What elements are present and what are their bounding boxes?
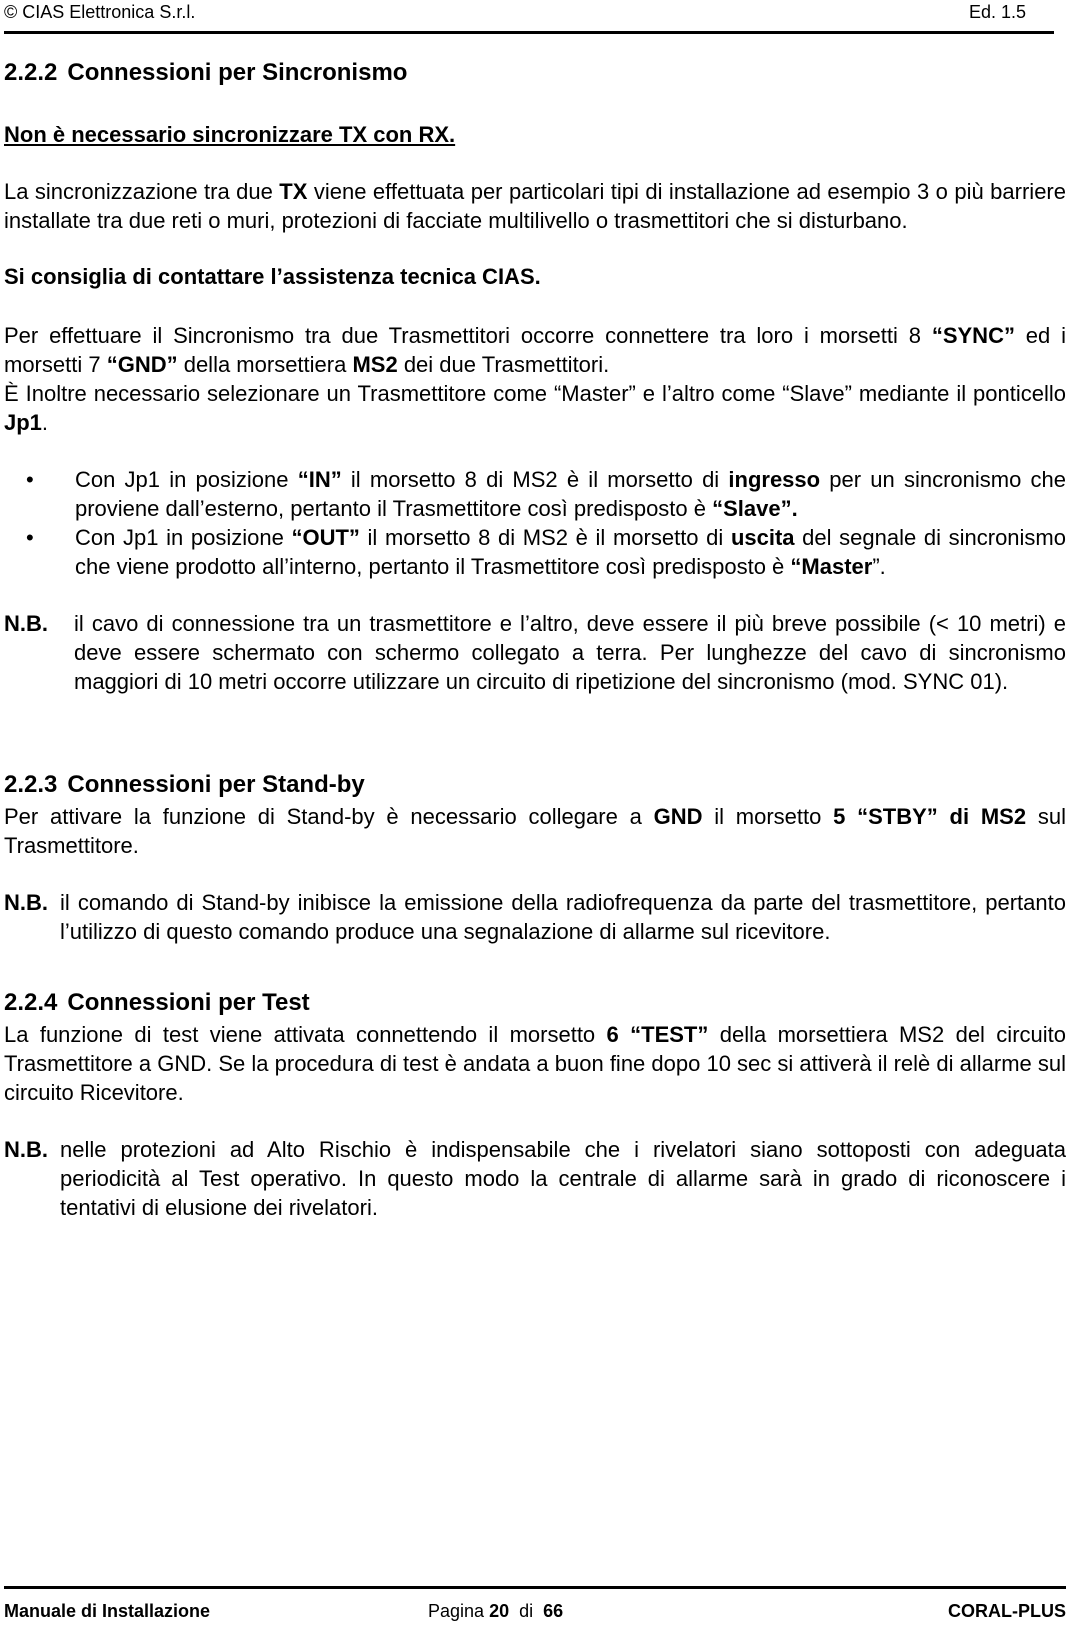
text-run-bold: uscita [730,525,795,550]
sync-notice: Non è necessario sincronizzare TX con RX. [4,122,456,147]
company-name: © CIAS Elettronica S.r.l. [4,2,196,22]
page-number: 20 [489,1601,510,1621]
bullet-icon: • [26,525,34,550]
section-2-2-3-heading [4,768,1066,802]
text-run: ed i morsetti 7 [4,323,1066,377]
note-text: il cavo di connessione tra un trasmettitore e l’altro, deve essere il più breve possibile (< 10 metri) e deve essere schermato con schermo collegato a terra. Per lunghezze del cavo di sincronismo maggiori di 10 metri occorre utilizzare un circuito di ripetizione del sincronismo (mod. SYNC 01). [74,611,1066,694]
sync-procedure-paragraph [4,321,1066,379]
text-run-bold: Jp1 [4,410,42,435]
section-number: 2.2.2 [4,59,58,86]
text-run: Con Jp1 in posizione [75,525,292,550]
test-note [4,1135,1066,1222]
sync-intro-paragraph [4,177,1066,235]
note-text: nelle protezioni ad Alto Rischio è indispensabile che i rivelatori siano sottoposti con adeguata periodicità al Test operativo. In questo modo la centrale di allarme sarà in grado di riconoscere i tentativi di elusione dei rivelatori. [60,1137,1066,1220]
edition-label: Ed. 1.5 [968,2,1026,22]
section-2-2-2-heading [4,56,1066,90]
text-run-bold: GND [653,804,703,829]
text-run: dei due Trasmettitori. [397,352,610,377]
note-label: N.B. [4,611,48,636]
standby-note [4,888,1066,946]
text-run-bold: ingresso [728,467,821,492]
header-divider [4,31,1054,34]
standby-paragraph [4,802,1066,860]
page-header [4,2,1026,24]
page-label: Pagina [428,1601,485,1621]
manual-title: Manuale di Installazione [4,1601,211,1621]
section-title: Connessioni per Sincronismo [67,59,408,86]
text-run-bold: “SYNC” [931,323,1015,348]
text-run: il morsetto 8 di MS2 è il morsetto di [341,467,729,492]
text-run-bold: “Master [790,554,873,579]
page-indicator [428,1601,563,1622]
note-label: N.B. [4,890,48,915]
test-paragraph [4,1020,1066,1107]
text-run: Per effettuare il Sincronismo tra due Trasmettitori occorre connettere tra loro i morsetti 8 [4,323,932,348]
note-text: il comando di Stand-by inibisce la emissione della radiofrequenza da parte del trasmettitore, pertanto l’utilizzo di questo comando produce una segnalazione di allarme sul ricevitore. [60,890,1066,944]
note-label: N.B. [4,1137,48,1162]
text-run: il morsetto 8 di MS2 è il morsetto di [359,525,731,550]
text-run: È Inoltre necessario selezionare un Trasmettitore come “Master” e l’altro come “Slave” mediante il ponticello [4,381,1066,406]
text-run-bold: “Slave”. [712,496,798,521]
section-title: Connessioni per Test [67,989,310,1016]
text-run: della morsettiera MS2 del circuito Trasmettitore a GND. Se la procedura di test è andata a buon fine dopo 10 sec si attiverà il relè di allarme sul circuito Ricevitore. [4,1022,1066,1105]
of-label: di [519,1601,534,1621]
text-run-bold: 6 “TEST” [606,1022,709,1047]
section-number: 2.2.3 [4,771,58,798]
document-page [4,0,1066,1628]
text-run: Con Jp1 in posizione [75,467,298,492]
bullet-icon: • [26,467,34,492]
text-run-bold: “IN” [297,467,342,492]
text-run-bold: MS2 [352,352,398,377]
text-run-bold: 5 “STBY” di MS2 [833,804,1027,829]
text-run: per un sincronismo che proviene dall’esterno, pertanto il Trasmettitore così predisposto è [75,467,1067,521]
text-run-bold: “OUT” [291,525,360,550]
text-run: della morsettiera [177,352,353,377]
text-run: il morsetto [702,804,834,829]
text-run: del segnale di sincronismo che viene prodotto all’interno, pertanto il Trasmettitore così predisposto è [75,525,1066,579]
text-run: ”. [872,554,886,579]
text-run: viene effettuata per particolari tipi di installazione ad esempio 3 o più barriere installate tra due reti o muri, protezioni di facciate multilivello o trasmettitori che si disturbano. [4,179,1066,233]
section-number: 2.2.4 [4,989,58,1016]
jumper-options-list [4,465,1066,581]
sync-cable-note [4,609,1066,696]
text-run-bold: “GND” [106,352,178,377]
sync-advice: Si consiglia di contattare l’assistenza tecnica CIAS. [4,264,541,289]
product-name: CORAL-PLUS [948,1601,1066,1621]
text-run: Per attivare la funzione di Stand-by è necessario collegare a [4,804,654,829]
text-run: La sincronizzazione tra due [4,179,280,204]
text-run: . [41,410,49,435]
list-item [4,523,1066,581]
section-title: Connessioni per Stand-by [67,771,365,798]
sync-master-slave-paragraph [4,379,1066,437]
text-run-bold: TX [279,179,308,204]
footer-divider [4,1586,1066,1589]
page-body [4,56,1066,1222]
text-run: La funzione di test viene attivata connettendo il morsetto [4,1022,607,1047]
text-run: sul Trasmettitore. [4,804,1066,858]
page-total: 66 [543,1601,564,1621]
section-2-2-4-heading [4,986,1066,1020]
list-item [4,465,1066,523]
